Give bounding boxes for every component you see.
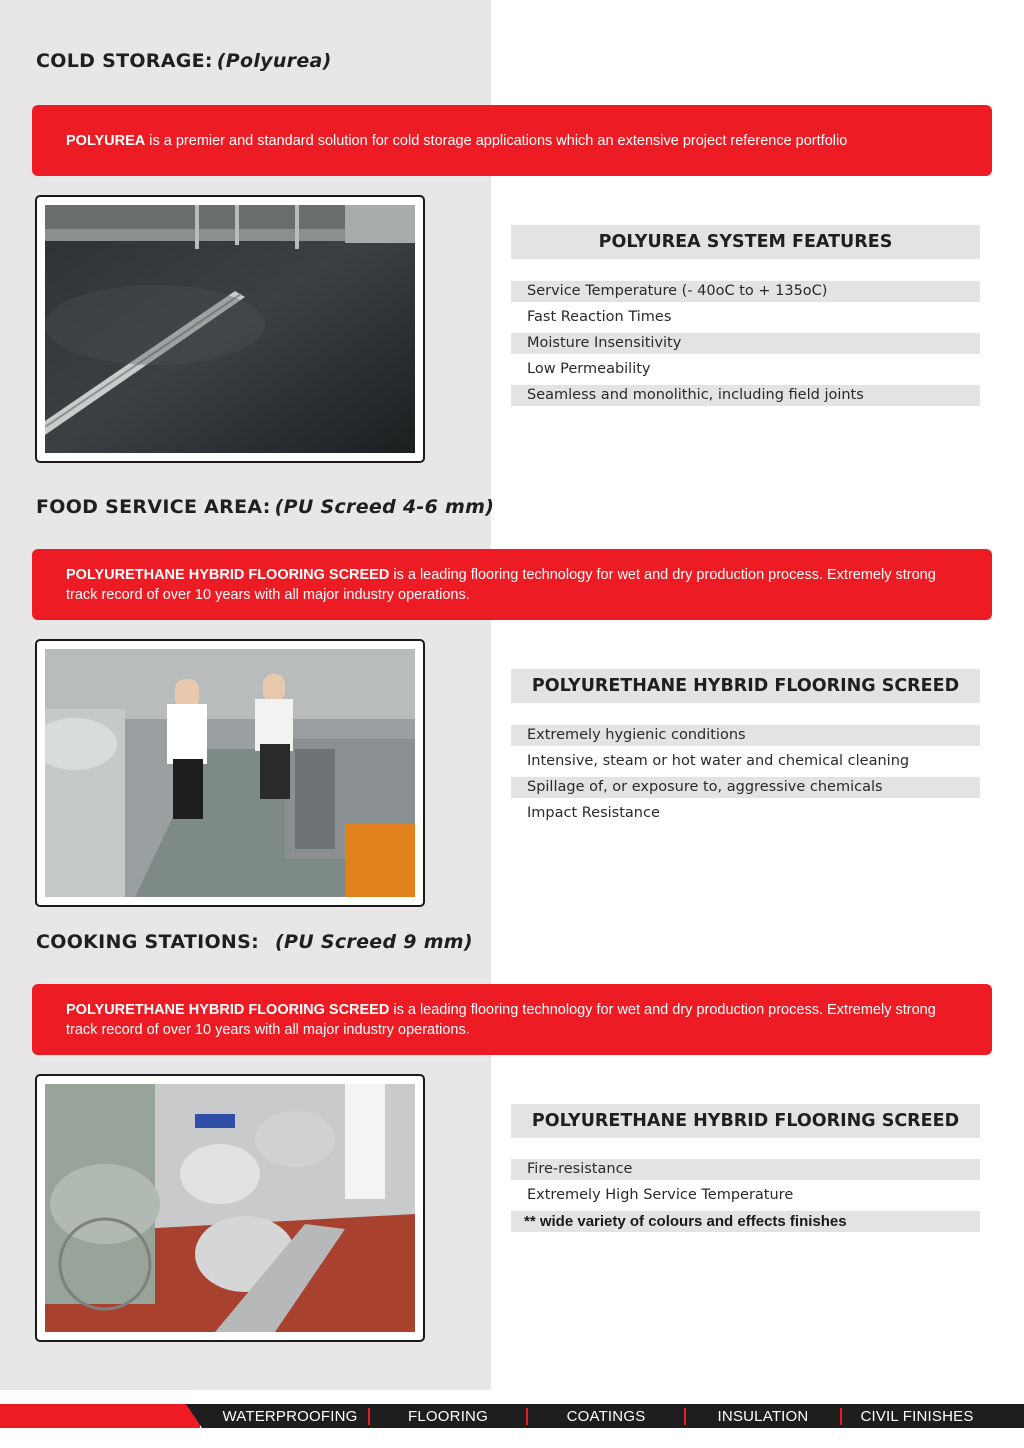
section-title-text: COOKING STATIONS:: [36, 931, 260, 953]
feature-item: Extremely High Service Temperature: [527, 1187, 794, 1203]
feature-item: Impact Resistance: [527, 805, 660, 821]
feature-item: Moisture Insensitivity: [511, 333, 980, 354]
features-heading-cooking-stations: POLYURETHANE HYBRID FLOORING SCREED: [511, 1104, 980, 1138]
features-list-polyurea: [511, 281, 980, 411]
feature-item: Service Temperature (- 40oC to + 135oC): [511, 281, 980, 302]
features-list-cooking-stations: [511, 1159, 980, 1237]
features-list-food-service: [511, 725, 980, 829]
feature-item: Seamless and monolithic, including field joints: [511, 385, 980, 406]
photo-image: [45, 1084, 415, 1332]
section-title-cooking-stations: [36, 931, 473, 953]
feature-item: Extremely hygienic conditions: [511, 725, 980, 746]
footer-link-insulation[interactable]: INSULATION: [717, 1407, 809, 1425]
cooking-station-illustration: [45, 1084, 415, 1332]
intro-banner-cooking-stations: [32, 984, 992, 1055]
footer-bar: [0, 1404, 1024, 1428]
feature-item: Low Permeability: [527, 361, 651, 377]
footer-red-stripe: [0, 1404, 200, 1428]
section-title-cold-storage: [36, 50, 332, 72]
intro-banner-cold-storage: [32, 105, 992, 176]
feature-item: Fast Reaction Times: [527, 309, 672, 325]
footer-link-civil-finishes[interactable]: CIVIL FINISHES: [860, 1407, 974, 1425]
banner-body: is a leading flooring technology for wet and dry production process. Extremely strong track record of over 10 years with all major industry operations.: [66, 566, 936, 603]
section-title-text: FOOD SERVICE AREA:: [36, 496, 271, 518]
finishes-note: ** wide variety of colours and effects finishes: [511, 1211, 980, 1232]
kitchen-illustration: [45, 649, 415, 897]
banner-text: [66, 131, 847, 151]
photo-image: [45, 205, 415, 453]
banner-bold: POLYURETHANE HYBRID FLOORING SCREED: [66, 1001, 390, 1018]
cold-storage-floor-illustration: [45, 205, 415, 453]
section-title-text: COLD STORAGE:: [36, 50, 213, 72]
feature-item: Fire-resistance: [511, 1159, 980, 1180]
intro-banner-food-service: [32, 549, 992, 620]
section-subtitle: (Polyurea): [216, 50, 332, 72]
features-heading-polyurea: POLYUREA SYSTEM FEATURES: [511, 225, 980, 259]
banner-bold: POLYUREA: [66, 132, 146, 149]
section-subtitle: (PU Screed 4-6 mm): [274, 496, 495, 518]
banner-bold: POLYURETHANE HYBRID FLOORING SCREED: [66, 566, 390, 583]
footer-link-coatings[interactable]: COATINGS: [566, 1407, 646, 1425]
feature-item: Intensive, steam or hot water and chemical cleaning: [527, 753, 910, 769]
banner-body: is a leading flooring technology for wet and dry production process. Extremely strong track record of over 10 years with all major industry operations.: [66, 1001, 936, 1038]
photo-cooking-station: [35, 1074, 425, 1342]
banner-text: [66, 1000, 958, 1040]
photo-image: [45, 649, 415, 897]
photo-food-service-kitchen: [35, 639, 425, 907]
section-title-food-service: [36, 496, 494, 518]
footer-link-flooring[interactable]: FLOORING: [408, 1407, 488, 1425]
feature-item: Spillage of, or exposure to, aggressive chemicals: [511, 777, 980, 798]
banner-body: is a premier and standard solution for cold storage applications which an extensive project reference portfolio: [145, 132, 848, 149]
banner-text: [66, 565, 958, 605]
section-subtitle: (PU Screed 9 mm): [275, 931, 473, 953]
footer-nav: [212, 1404, 992, 1428]
footer-link-waterproofing[interactable]: WATERPROOFING: [222, 1407, 358, 1425]
photo-cold-storage-floor: [35, 195, 425, 463]
features-heading-food-service: POLYURETHANE HYBRID FLOORING SCREED: [511, 669, 980, 703]
